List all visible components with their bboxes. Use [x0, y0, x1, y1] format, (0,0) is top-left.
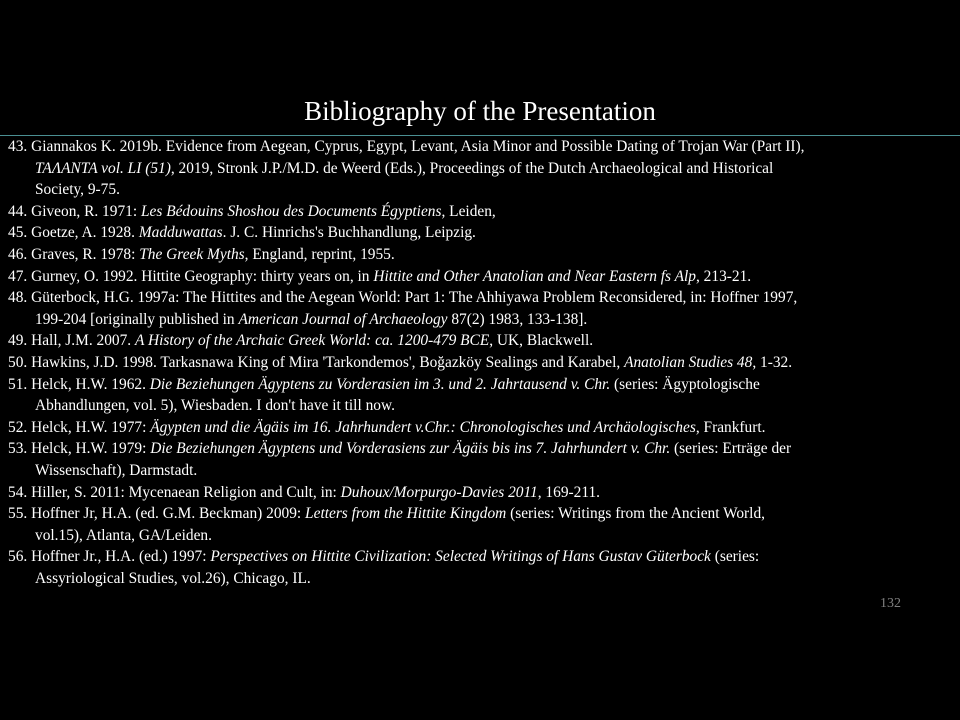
entry-title-italic: A History of the Archaic Greek World: ca. 1200-479 BCE — [135, 332, 490, 350]
entry-text: Helck, H.W. 1979: — [27, 440, 151, 458]
bibliography-entry — [8, 136, 952, 201]
entry-text: Hawkins, J.D. 1998. Tarkasnawa King of Mira 'Tarkondemos', Boğazköy Sealings and Karabel, — [27, 353, 625, 371]
entry-title-italic: Anatolian Studies 48 — [624, 353, 753, 371]
bibliography-list — [8, 136, 952, 589]
entry-number: 47. — [8, 267, 28, 285]
entry-text: , 169-211. — [537, 483, 601, 501]
entry-text: Hoffner Jr., H.A. (ed.) 1997: — [27, 548, 211, 566]
entry-number: 52. — [8, 418, 28, 436]
bibliography-entry — [8, 482, 952, 504]
entry-text: vol.15), Atlanta, GA/Leiden. — [35, 526, 212, 544]
entry-number: 51. — [8, 375, 28, 393]
bibliography-entry — [8, 374, 952, 417]
entry-title-italic: Perspectives on Hittite Civilization: Selected Writings of Hans Gustav Güterbock — [210, 548, 711, 566]
entry-number: 50. — [8, 353, 28, 371]
entry-text: Wissenschaft), Darmstadt. — [35, 461, 198, 479]
entry-title-italic: Letters from the Hittite Kingdom — [305, 505, 507, 523]
entry-number: 45. — [8, 224, 28, 242]
bibliography-entry — [8, 201, 952, 223]
entry-text: Hiller, S. 2011: Mycenaean Religion and Cult, in: — [27, 483, 341, 501]
entry-text: , 213-21. — [695, 267, 752, 285]
entry-text: , 2019, Stronk J.P./M.D. de Weerd (Eds.), Proceedings of the Dutch Archaeological and Historical — [170, 159, 774, 177]
entry-number: 49. — [8, 332, 28, 350]
bibliography-entry — [8, 352, 952, 374]
entry-number: 48. — [8, 289, 28, 307]
entry-title-italic: Die Beziehungen Ägyptens und Vorderasiens zur Ägäis bis ins 7. Jahrhundert v. Chr. — [150, 440, 671, 458]
entry-title-italic: The Greek Myths — [139, 245, 245, 263]
entry-number: 46. — [8, 245, 28, 263]
entry-text: Graves, R. 1978: — [27, 245, 140, 263]
entry-text: (series: Writings from the Ancient World, — [506, 505, 766, 523]
entry-text: 87(2) 1983, 133-138]. — [447, 310, 588, 328]
entry-text: Helck, H.W. 1962. — [27, 375, 150, 393]
bibliography-entry — [8, 438, 952, 481]
entry-title-italic: Madduwattas — [138, 224, 223, 242]
entry-text: Güterbock, H.G. 1997a: The Hittites and the Aegean World: Part 1: The Ahhiyawa Problem Reconsidered, in: Hoffner 1997, — [27, 289, 798, 307]
entry-number: 55. — [8, 505, 28, 523]
entry-text: (series: Erträge der — [670, 440, 792, 458]
slide-title: Bibliography of the Presentation — [304, 96, 656, 126]
entry-number: 53. — [8, 440, 28, 458]
entry-text: , England, reprint, 1955. — [244, 245, 395, 263]
entry-text: Hoffner Jr, H.A. (ed. G.M. Beckman) 2009: — [27, 505, 306, 523]
bibliography-entry — [8, 222, 952, 244]
entry-text: Hall, J.M. 2007. — [27, 332, 135, 350]
entry-text: Society, 9-75. — [35, 181, 120, 199]
entry-text: Gurney, O. 1992. Hittite Geography: thirty years on, in — [27, 267, 374, 285]
entry-text: Giannakos K. 2019b. Evidence from Aegean, Cyprus, Egypt, Levant, Asia Minor and Possible Dating of Trojan War (Part II), — [27, 138, 805, 155]
entry-number: 44. — [8, 202, 28, 220]
entry-text: , Frankfurt. — [695, 418, 766, 436]
entry-text: Helck, H.W. 1977: — [27, 418, 151, 436]
entry-text: Abhandlungen, vol. 5), Wiesbaden. I don't have it till now. — [35, 397, 395, 415]
entry-text: , UK, Blackwell. — [489, 332, 594, 350]
entry-text: . J. C. Hinrichs's Buchhandlung, Leipzig. — [222, 224, 476, 242]
bibliography-entry — [8, 244, 952, 266]
entry-text: Giveon, R. 1971: — [27, 202, 141, 220]
entry-title-italic: Les Bédouins Shoshou des Documents Égyptiens — [140, 202, 442, 220]
entry-text: , Leiden, — [441, 202, 496, 220]
entry-title-italic: Duhoux/Morpurgo-Davies 2011 — [340, 483, 538, 501]
bibliography-entry — [8, 287, 952, 330]
entry-text: 199-204 [originally published in — [35, 310, 239, 328]
entry-text: (series: — [710, 548, 760, 566]
entry-title-italic: Die Beziehungen Ägyptens zu Vorderasien im 3. und 2. Jahrtausend v. Chr. — [149, 375, 611, 393]
bibliography-entry — [8, 266, 952, 288]
bibliography-entry — [8, 417, 952, 439]
bibliography-entry — [8, 546, 952, 589]
bibliography-entry — [8, 503, 952, 546]
bibliography-entry — [8, 330, 952, 352]
page-number: 132 — [880, 596, 901, 611]
entry-title-italic: American Journal of Archaeology — [238, 310, 448, 328]
entry-number: 54. — [8, 483, 28, 501]
entry-title-italic: Ägypten und die Ägäis im 16. Jahrhundert v.Chr.: Chronologisches und Archäologisches — [150, 418, 696, 436]
entry-number: 43. — [8, 138, 28, 155]
entry-text: Assyriological Studies, vol.26), Chicago, IL. — [35, 569, 311, 587]
entry-title-italic: Hittite and Other Anatolian and Near Eastern fs Alp — [373, 267, 696, 285]
entry-title-italic: TAΛANTA vol. LI (51) — [35, 159, 171, 177]
entry-text: , 1-32. — [752, 353, 793, 371]
entry-number: 56. — [8, 548, 28, 566]
entry-text: Goetze, A. 1928. — [27, 224, 139, 242]
entry-text: (series: Ägyptologische — [610, 375, 760, 393]
